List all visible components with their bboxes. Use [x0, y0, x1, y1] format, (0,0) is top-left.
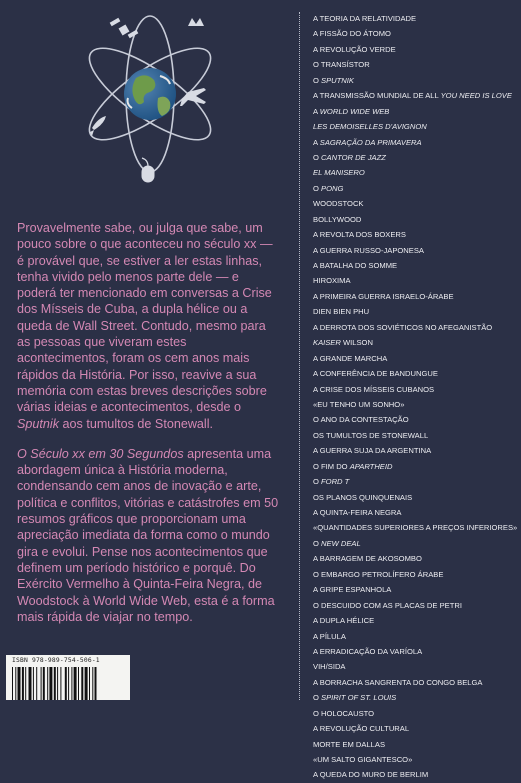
topic-list [313, 11, 518, 783]
blurb-book-title: O Século xx em 30 Segundos [17, 446, 184, 461]
earth-globe-icon [124, 68, 176, 120]
blurb-paragraph-1 [17, 220, 279, 432]
blurb-text [17, 220, 279, 639]
topic-item: BOLLYWOOD [313, 214, 362, 224]
topic-item: A FISSÃO DO ÁTOMO [313, 29, 391, 39]
topic-item: OS TUMULTOS DE STONEWALL [313, 430, 429, 440]
computer-mouse-icon [142, 158, 154, 182]
satellite-icon [110, 18, 139, 38]
topic-item: MORTE EM DALLAS [313, 739, 386, 749]
topic-item: A BARRAGEM DE AKOSOMBO [313, 554, 422, 564]
topic-item: A TRANSMISSÃO MUNDIAL DE ALL YOU NEED IS LOVE [313, 91, 512, 101]
topic-item: A QUINTA-FEIRA NEGRA [313, 508, 402, 517]
barcode [6, 655, 130, 700]
blurb-p2-text: apresenta uma abordagem única à História moderna, condensando cem anos de inovação e arte, política e conflitos, vitórias e catástrofes em 50 resumos gráficos que proporcionam uma apreciação imediata da forma como o mundo gira e evolui. Pense nos acontecimentos que definem um período histórico e porquê. Do Exército Vermelho à Quinta-Feira Negra, de Woodstock à World Wide Web, esta é a forma mais rápida de viajar no tempo. [17, 446, 279, 624]
topic-item: LES DEMOISELLES D'AVIGNON [313, 122, 427, 132]
topic-item: A BATALHA DO SOMME [313, 261, 398, 270]
topic-item: O ANO DA CONTESTAÇÃO [313, 415, 409, 425]
topic-item: O PONG [313, 183, 344, 193]
isbn-number: ISBN 978-989-754-506-1 [12, 657, 100, 664]
topic-item: A PRIMEIRA GUERRA ISRAELO-ÁRABE [313, 291, 454, 301]
topic-item: A GUERRA RUSSO-JAPONESA [313, 245, 424, 255]
topic-item: A REVOLTA DOS BOXERS [313, 230, 406, 240]
topic-item: O HOLOCAUSTO [313, 708, 375, 718]
topic-item: A SAGRAÇÃO DA PRIMAVERA [313, 137, 422, 147]
topic-item: «EU TENHO UM SONHO» [313, 399, 405, 409]
topic-item: A GUERRA SUJA DA ARGENTINA [313, 446, 432, 456]
topic-item: O EMBARGO PETROLÍFERO ÁRABE [313, 569, 444, 579]
topic-item: KAISER WILSON [313, 338, 373, 348]
column-divider [299, 12, 300, 700]
topic-item: O CANTOR DE JAZZ [313, 152, 386, 162]
topic-item: O NEW DEAL [313, 538, 361, 548]
topic-item: O SPIRIT OF ST. LOUIS [313, 693, 397, 703]
topic-item: WOODSTOCK [313, 199, 364, 209]
topic-item: A BORRACHA SANGRENTA DO CONGO BELGA [313, 677, 483, 687]
topic-item: O FIM DO APARTHEID [313, 461, 393, 471]
topic-item: A REVOLUÇÃO VERDE [313, 44, 396, 54]
topic-item: A GRANDE MARCHA [313, 353, 388, 363]
topic-item: O TRANSÍSTOR [313, 60, 370, 70]
topic-item: A DUPLA HÉLICE [313, 616, 375, 626]
barcode-bars [12, 667, 124, 700]
topic-item: A TEORIA DA RELATIVIDADE [313, 14, 417, 23]
topic-item: OS PLANOS QUINQUENAIS [313, 492, 413, 502]
topic-item: A QUEDA DO MURO DE BERLIM [313, 770, 429, 780]
crown-icon [188, 18, 204, 26]
topic-item: O DESCUIDO COM AS PLACAS DE PETRI [313, 600, 462, 610]
blurb-p1-text: Provavelmente sabe, ou julga que sabe, um pouco sobre o que aconteceu no século xx — é provável que, se estiver a ler estas linhas, tenha vivido pelo menos parte dele — e poderá ter mencionado em conversas a Crise dos Mísseis de Cuba, a dupla hélice ou a queda de Wall Street. Contudo, mesmo para as pessoas que viveram estes acontecimentos, foram os cem anos mais rápidos da História. Por isso, reavive a sua memória com estas breves descrições sobre várias ideias e acontecimentos, desde o [17, 221, 273, 415]
topic-item: DIEN BIEN PHU [313, 307, 370, 317]
topic-item: O SPUTNIK [313, 75, 354, 85]
topic-item: A ERRADICAÇÃO DA VARÍOLA [313, 646, 423, 656]
topic-item: A DERROTA DOS SOVIÉTICOS NO AFEGANISTÃO [313, 322, 493, 332]
topic-item: VIH/SIDA [313, 662, 346, 672]
blurb-p1-end: aos tumultos de Stonewall. [59, 416, 214, 431]
topic-item: EL MANISERO [313, 168, 365, 178]
topic-item: O FORD T [313, 477, 350, 487]
blurb-paragraph-2 [17, 446, 279, 625]
atom-globe-illustration [70, 6, 230, 186]
topic-item: A PÍLULA [313, 631, 346, 641]
topic-item: A CONFERÊNCIA DE BANDUNGUE [313, 369, 438, 379]
topic-item: A CRISE DOS MÍSSEIS CUBANOS [313, 384, 435, 394]
topic-item: «QUANTIDADES SUPERIORES A PREÇOS INFERIORES» [313, 523, 518, 533]
topic-item: A WORLD WIDE WEB [313, 106, 390, 116]
topic-item: «UM SALTO GIGANTESCO» [313, 755, 413, 764]
topic-item: HIROXIMA [313, 276, 351, 286]
topic-item: A GRIPE ESPANHOLA [313, 585, 392, 595]
blurb-p1-sputnik: Sputnik [17, 416, 60, 431]
topic-item: A REVOLUÇÃO CULTURAL [313, 724, 410, 734]
